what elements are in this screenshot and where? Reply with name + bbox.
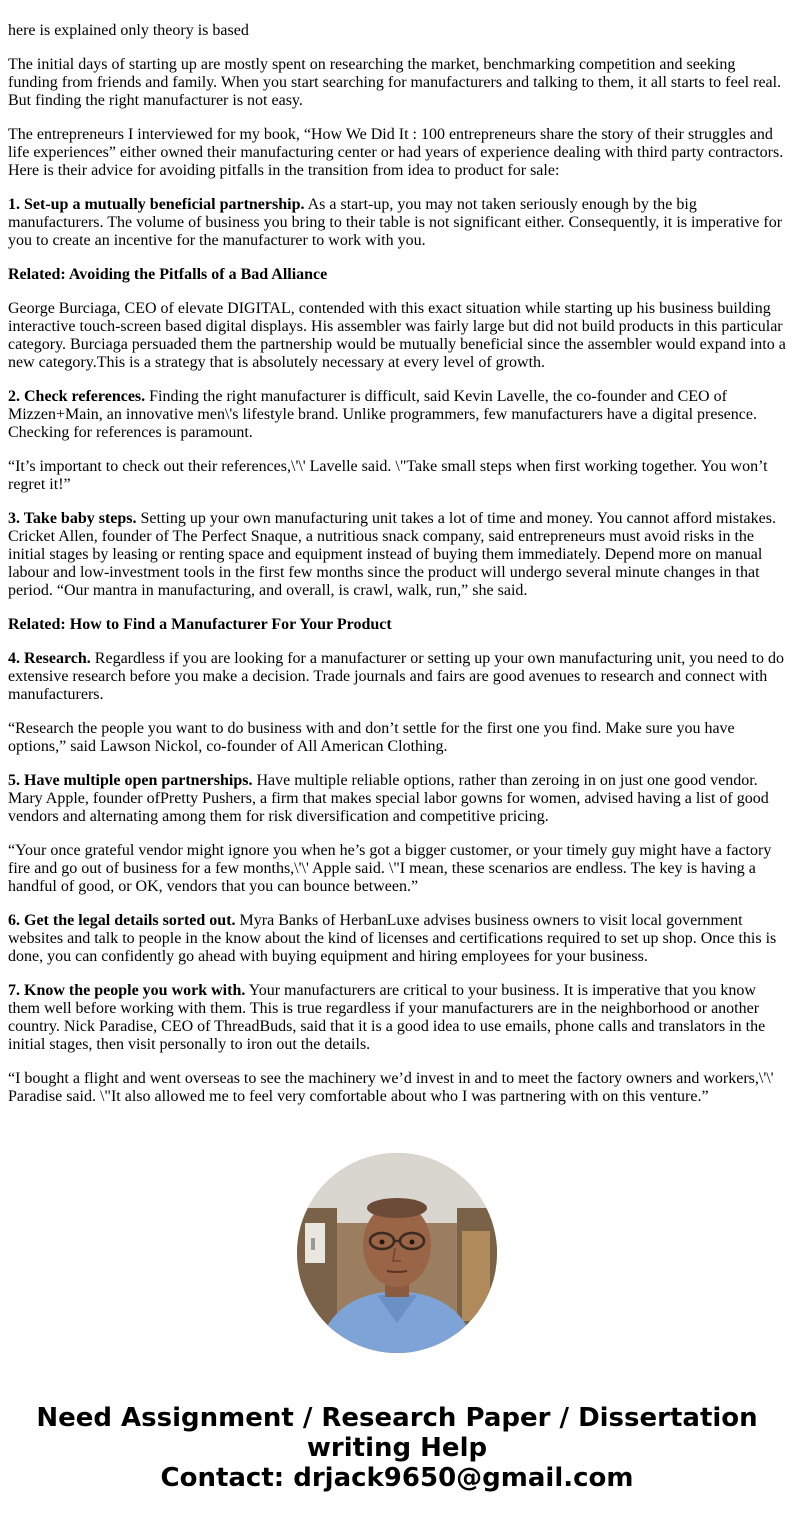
tip-5 bbox=[8, 772, 786, 826]
tip-7 bbox=[8, 982, 786, 1054]
tip-3 bbox=[8, 510, 786, 600]
intro-text: here is explained only theory is based bbox=[8, 22, 249, 39]
tip-title: 4. Research. bbox=[8, 650, 91, 667]
cta-line-2: writing Help bbox=[306, 1433, 488, 1463]
author-avatar bbox=[297, 1153, 497, 1353]
tip-title: 1. Set-up a mutually beneficial partnership. bbox=[8, 196, 305, 213]
tip-body: Have multiple reliable options, rather than zeroing in on just one good vendor. Mary Apple, founder ofPretty Pushers, a firm that makes special labor gowns for women, advised having a list of good vendors and alternating among them for risk diversification and competitive pricing. bbox=[8, 772, 769, 825]
related-heading bbox=[8, 266, 786, 284]
tip-body: Myra Banks of HerbanLuxe advises business owners to visit local government websites and talk to people in the know about the kind of licenses and certifications required to set up shop. Once this is done, you can confidently go ahead with buying equipment and hiring employees for your business. bbox=[8, 912, 777, 965]
paragraph: The initial days of starting up are mostly spent on researching the market, benchmarking competition and seeking funding from friends and family. When you start searching for manufacturers and talking to them, it all starts to feel real. But finding the right manufacturer is not easy. bbox=[8, 56, 782, 109]
tip-body: As a start-up, you may not taken seriously enough by the big manufacturers. The volume of business you bring to their table is not significant either. Consequently, it is imperative for you to create an incentive for the manufacturer to work with you. bbox=[8, 196, 783, 249]
author-photo bbox=[297, 1153, 497, 1353]
contact-banner bbox=[0, 1403, 794, 1493]
cta-line-1: Need Assignment / Research Paper / Dissertation bbox=[36, 1403, 758, 1433]
tip-6 bbox=[8, 912, 786, 966]
cta-contact-email: Contact: drjack9650@gmail.com bbox=[160, 1463, 634, 1493]
tip-title: 5. Have multiple open partnerships. bbox=[8, 772, 253, 789]
quote: “Research the people you want to do business with and don’t settle for the first one you find. Make sure you have options,” said Lawson Nickol, co-founder of All American Clothing. bbox=[8, 720, 735, 755]
related-heading bbox=[8, 616, 786, 634]
tip-body: Regardless if you are looking for a manufacturer or setting up your own manufacturing unit, you need to do extensive research before you make a decision. Trade journals and fairs are good avenues to research and connect with manufacturers. bbox=[8, 650, 784, 703]
tip-1 bbox=[8, 196, 786, 250]
related-title: Related: Avoiding the Pitfalls of a Bad Alliance bbox=[8, 266, 328, 283]
tip-body: Setting up your own manufacturing unit takes a lot of time and money. You cannot afford mistakes. Cricket Allen, founder of The Perfect Snaque, a nutritious snack company, said entrepreneurs must avoid risks in the initial stages by leasing or renting space and equipment instead of buying them immediately. Depend more on manual labour and low-investment tools in the first few months since the product will undergo several minute changes in that period. “Our mantra in manufacturing, and overall, is crawl, walk, run,” she said. bbox=[8, 510, 776, 599]
tip-body: Your manufacturers are critical to your business. It is imperative that you know them well before working with them. This is true regardless if your manufacturers are in the neighborhood or another country. Nick Paradise, CEO of ThreadBuds, said that it is a good idea to use emails, phone calls and translators in the initial stages, then visit personally to iron out the details. bbox=[8, 982, 766, 1053]
paragraph: George Burciaga, CEO of elevate DIGITAL, contended with this exact situation while starting up his business building interactive touch-screen based digital displays. His assembler was fairly large but did not build products in this particular category. Burciaga persuaded them the partnership would be mutually beneficial since the assembler would expand into a new category.This is a strategy that is absolutely necessary at every level of growth. bbox=[8, 300, 786, 371]
quote: “I bought a flight and went overseas to see the machinery we’d invest in and to meet the factory owners and workers,\'\' Paradise said. \"It also allowed me to feel very comfortable about who I was partnering with on this venture.” bbox=[8, 1070, 774, 1105]
tip-title: 2. Check references. bbox=[8, 388, 146, 405]
tip-body: Finding the right manufacturer is difficult, said Kevin Lavelle, the co-founder and CEO of Mizzen+Main, an innovative men\'s lifestyle brand. Unlike programmers, few manufacturers have a digital presence. Checking for references is paramount. bbox=[8, 388, 757, 441]
tip-4 bbox=[8, 650, 786, 704]
tip-title: 6. Get the legal details sorted out. bbox=[8, 912, 236, 929]
paragraph: The entrepreneurs I interviewed for my book, “How We Did It : 100 entrepreneurs share the story of their struggles and life experiences” either owned their manufacturing center or had years of experience dealing with third party contractors. Here is their advice for avoiding pitfalls in the transition from idea to product for sale: bbox=[8, 126, 784, 179]
quote: “It’s important to check out their references,\'\' Lavelle said. \"Take small steps when first working together. You won’t regret it!” bbox=[8, 458, 768, 493]
tip-2 bbox=[8, 388, 786, 442]
related-title: Related: How to Find a Manufacturer For Your Product bbox=[8, 616, 392, 633]
tip-title: 3. Take baby steps. bbox=[8, 510, 137, 527]
tip-title: 7. Know the people you work with. bbox=[8, 982, 246, 999]
quote: “Your once grateful vendor might ignore you when he’s got a bigger customer, or your timely guy might have a factory fire and go out of business for a few months,\'\' Apple said. \"I mean, these scenarios are endless. The key is having a handful of good, or OK, vendors that you can bounce between.” bbox=[8, 842, 772, 895]
